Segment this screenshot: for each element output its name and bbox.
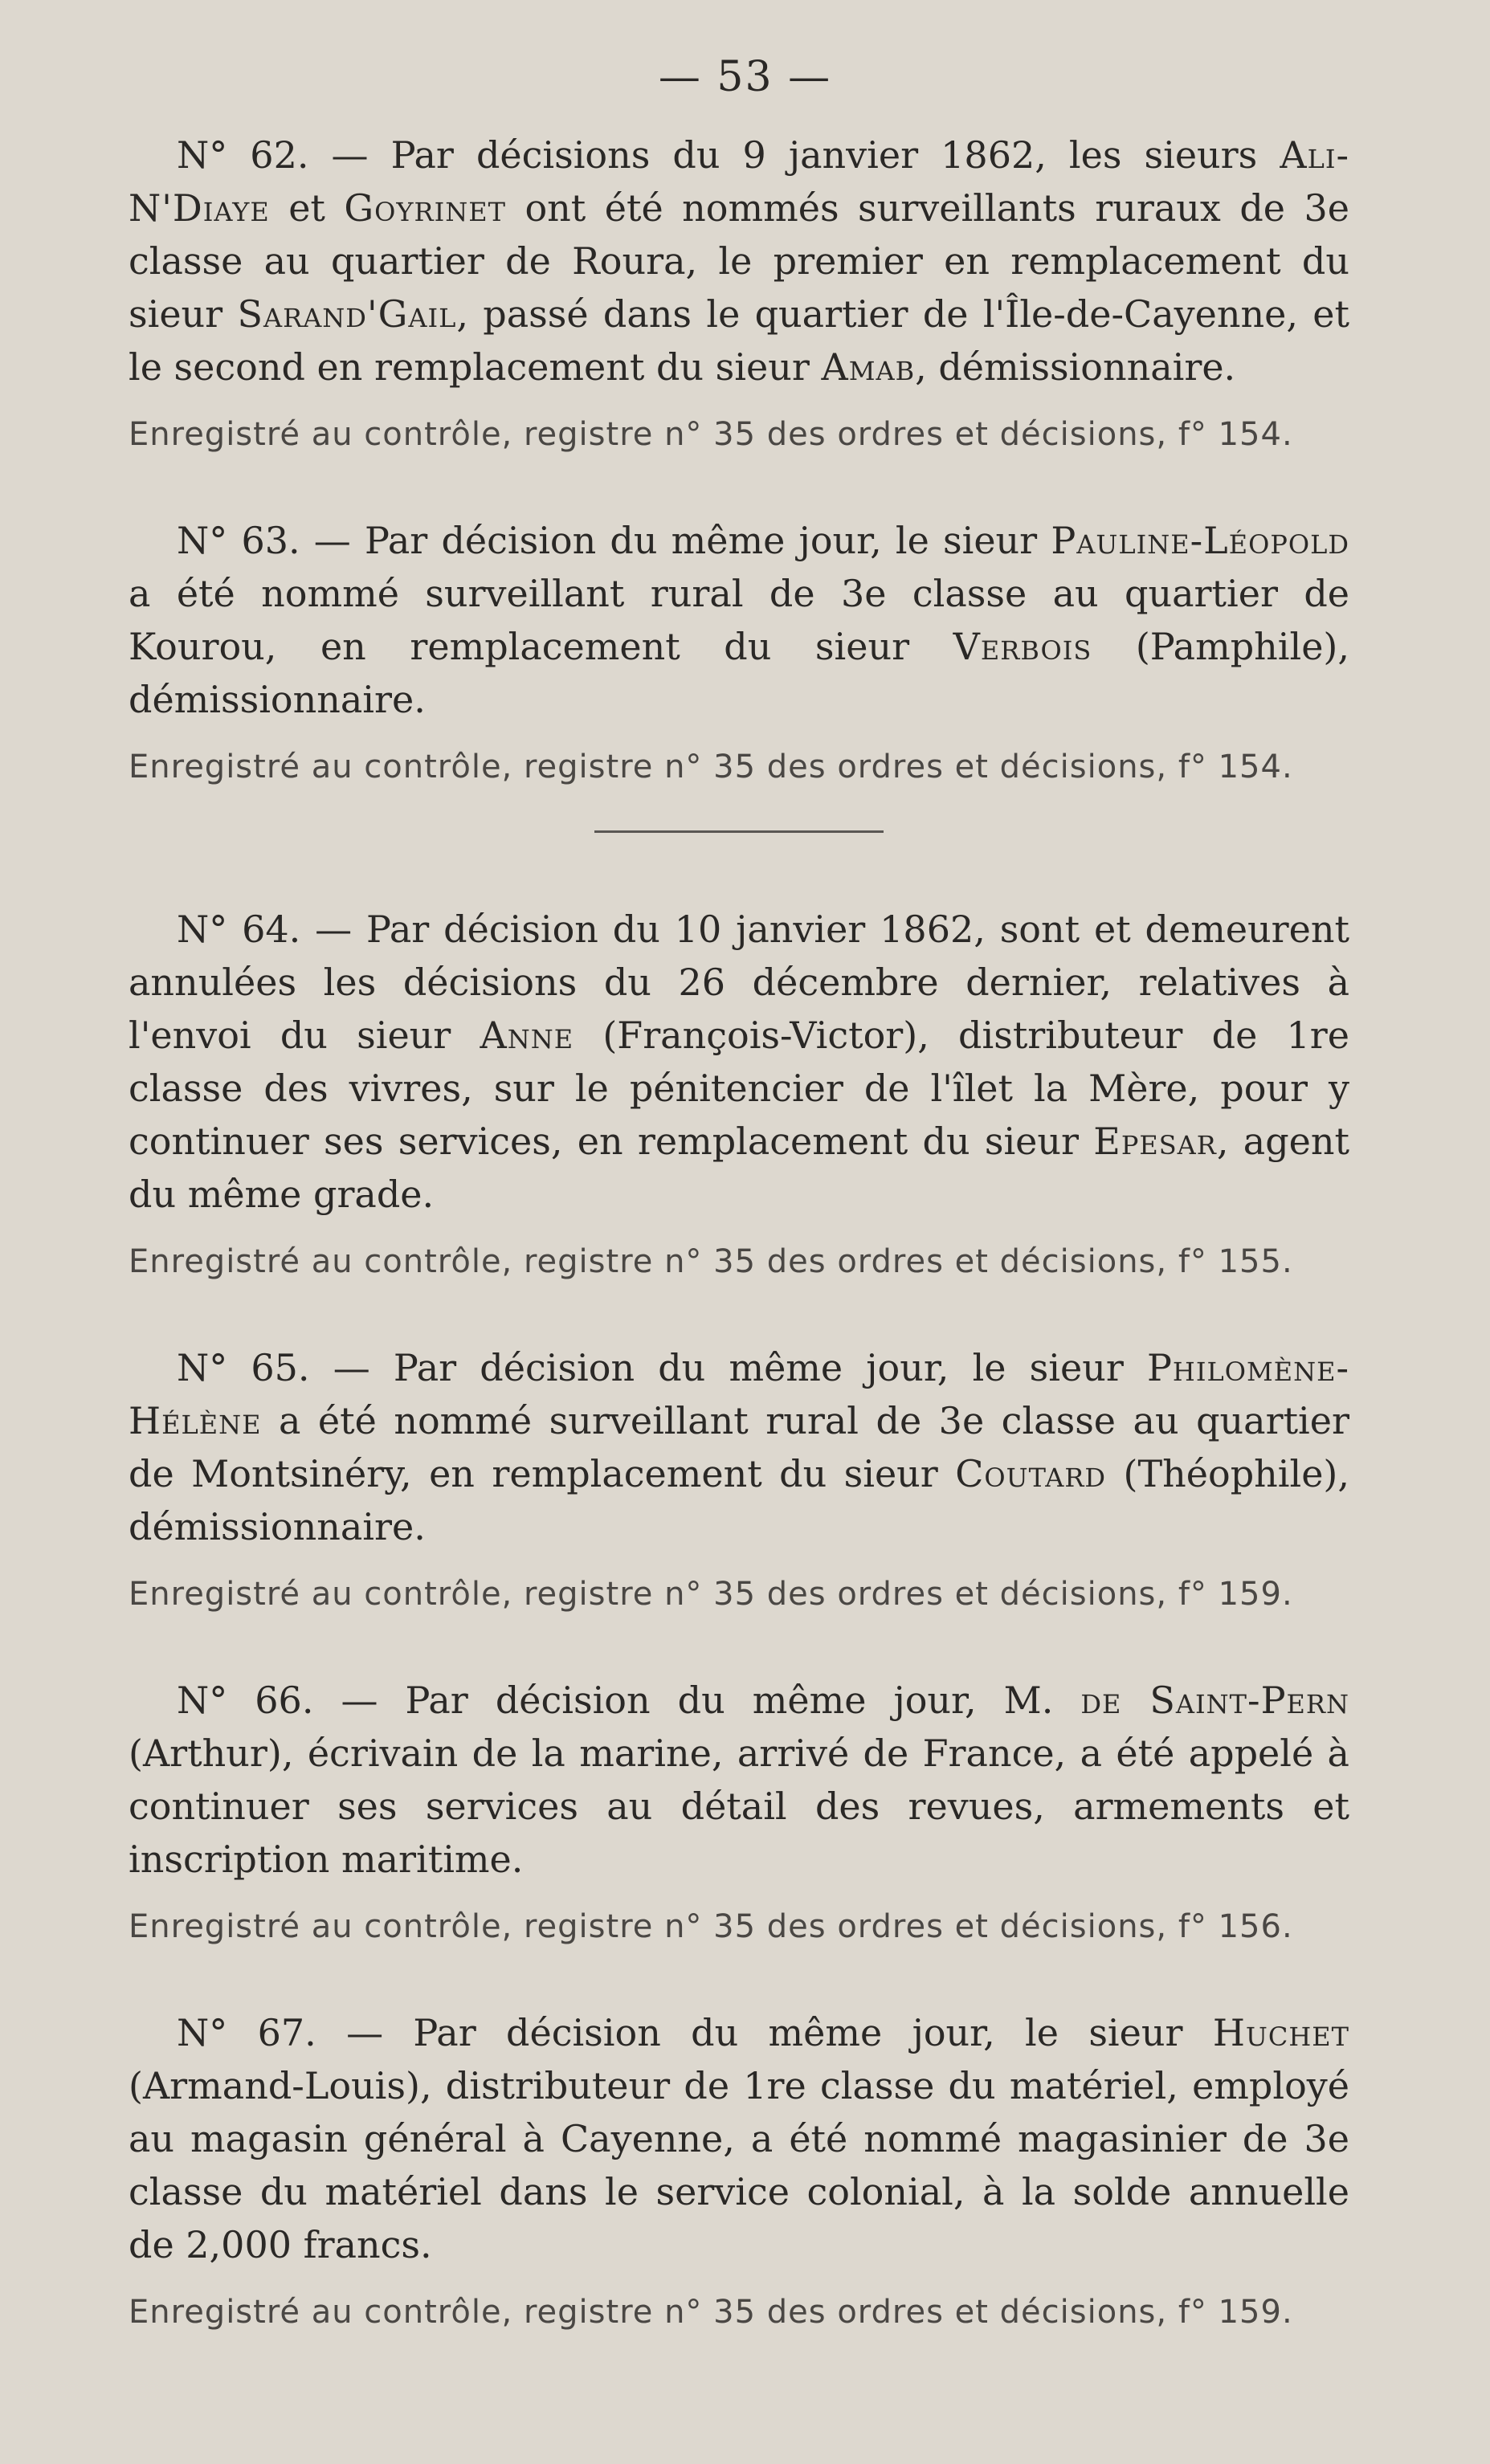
section-divider bbox=[594, 830, 884, 833]
person-name: Pauline-Léopold bbox=[1051, 519, 1349, 562]
decision-entry-67 bbox=[129, 2006, 1349, 2335]
person-name: Epesar bbox=[1093, 1120, 1217, 1163]
registry-note-65: Enregistré au contrôle, registre n° 35 des ordres et décisions, f° 159. bbox=[129, 1576, 1293, 1613]
decision-text-62: N° 62. — Par décisions du 9 janvier 1862, les sieurs Ali-N'Diaye et Goyrinet ont été nommés surveillants ruraux de 3e classe au quartier de Roura, le premier en remplacement du sieur Sarand'Gail, passé dans le quartier de l'Île-de-Cayenne, et le second en remplacement du sieur Amab, démissionnaire. bbox=[129, 133, 1350, 389]
person-name: Anne bbox=[480, 1014, 574, 1057]
person-name: Sarand'Gail bbox=[237, 292, 457, 336]
page-number: — 53 — bbox=[658, 53, 832, 101]
decision-entry-63 bbox=[129, 514, 1349, 790]
decision-entry-64 bbox=[129, 903, 1349, 1285]
person-name: Ali-N'Diaye bbox=[129, 133, 1349, 230]
decision-text-67: N° 67. — Par décision du même jour, le sieur Huchet (Armand-Louis), distributeur de 1re classe du matériel, employé au magasin général à Cayenne, a été nommé magasinier de 3e classe du matériel dans le service colonial, à la solde annuelle de 2,000 francs. bbox=[129, 2011, 1349, 2266]
decision-text-63: N° 63. — Par décision du même jour, le sieur Pauline-Léopold a été nommé surveillant rural de 3e classe au quartier de Kourou, en remplacement du sieur Verbois (Pamphile), démissionnaire. bbox=[129, 519, 1349, 721]
decision-text-64: N° 64. — Par décision du 10 janvier 1862, sont et demeurent annulées les décisions du 26 décembre dernier, relatives à l'envoi du sieur Anne (François-Victor), distributeur de 1re classe des vivres, sur le pénitencier de l'îlet la Mère, pour y continuer ses services, en remplacement du sieur Epesar, agent du même grade. bbox=[129, 908, 1350, 1216]
decision-entry-62 bbox=[129, 129, 1349, 458]
person-name: Philomène-Hélène bbox=[129, 1346, 1349, 1442]
person-name: Amab bbox=[821, 345, 916, 389]
section-divider-wrap bbox=[129, 790, 1349, 903]
registry-note-67: Enregistré au contrôle, registre n° 35 des ordres et décisions, f° 159. bbox=[129, 2294, 1293, 2331]
registry-note-64: Enregistré au contrôle, registre n° 35 des ordres et décisions, f° 155. bbox=[129, 1243, 1293, 1280]
person-name: de Saint-Pern bbox=[1080, 1679, 1349, 1722]
registry-note-63: Enregistré au contrôle, registre n° 35 des ordres et décisions, f° 154. bbox=[129, 749, 1293, 785]
person-name: Huchet bbox=[1212, 2011, 1349, 2054]
decision-entry-65 bbox=[129, 1341, 1349, 1618]
decision-text-65: N° 65. — Par décision du même jour, le sieur Philomène-Hélène a été nommé surveillant rural de 3e classe au quartier de Montsinéry, en remplacement du sieur Coutard (Théophile), démissionnaire. bbox=[129, 1346, 1349, 1548]
person-name: Coutard bbox=[955, 1452, 1107, 1495]
registry-note-62: Enregistré au contrôle, registre n° 35 des ordres et décisions, f° 154. bbox=[129, 416, 1293, 453]
decision-text-66: N° 66. — Par décision du même jour, M. de Saint-Pern (Arthur), écrivain de la marine, arrivé de France, a été appelé à continuer ses services au détail des revues, armements et inscription maritime. bbox=[129, 1679, 1349, 1881]
person-name: Goyrinet bbox=[344, 186, 506, 230]
decision-entry-66 bbox=[129, 1674, 1349, 1950]
page-content bbox=[129, 129, 1349, 2335]
person-name: Verbois bbox=[953, 625, 1092, 668]
registry-note-66: Enregistré au contrôle, registre n° 35 des ordres et décisions, f° 156. bbox=[129, 1908, 1293, 1945]
